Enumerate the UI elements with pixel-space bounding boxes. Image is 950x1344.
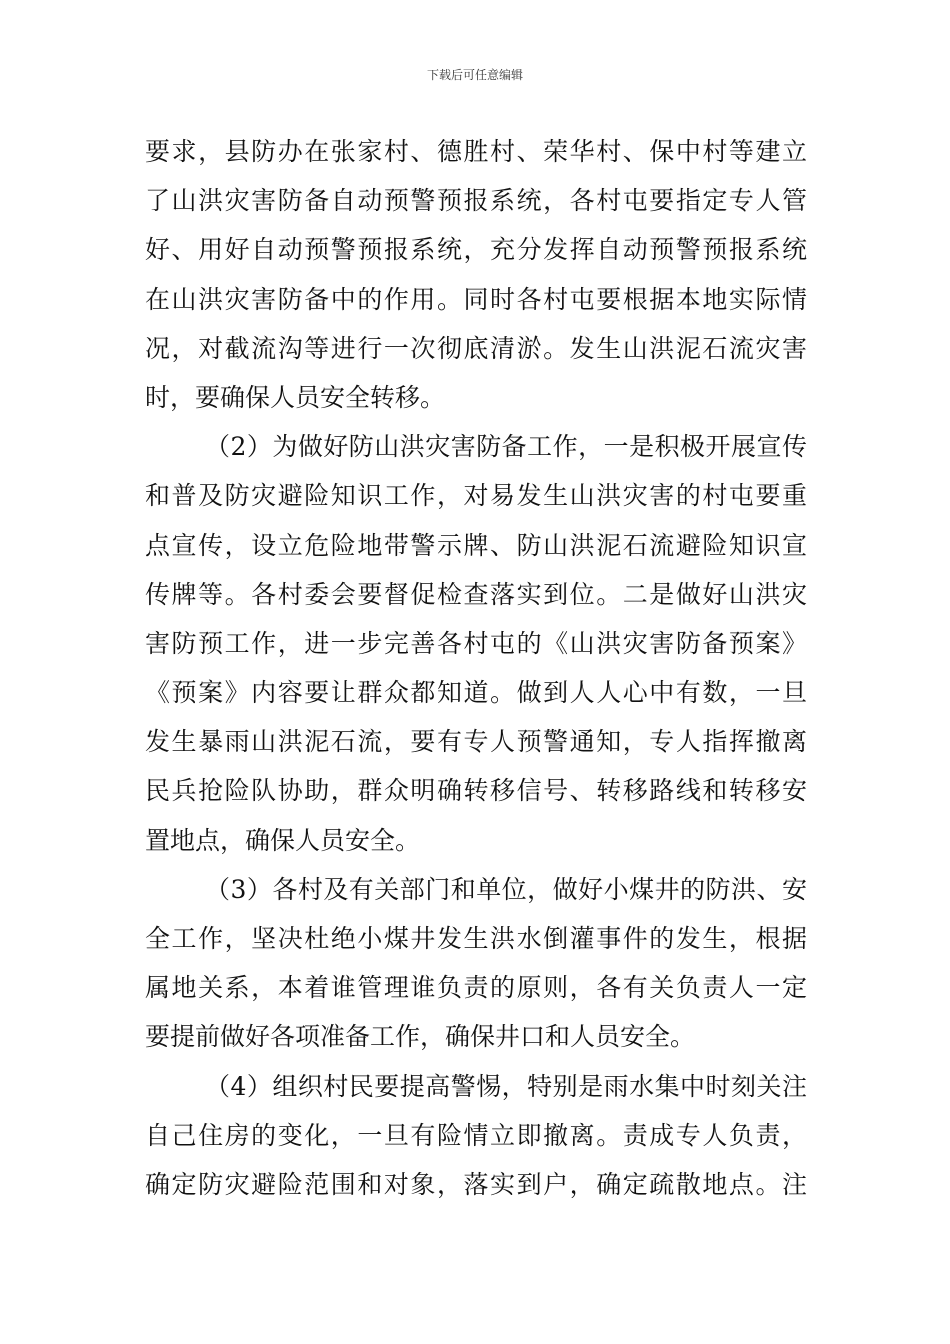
text-line: 要提前做好各项准备工作，确保井口和人员安全。	[145, 1022, 696, 1052]
text-line: 民兵抢险队协助，群众明确转移信号、转移路线和转移安	[145, 776, 807, 806]
paragraph	[145, 127, 807, 422]
text-line: （2）为做好防山洪灾害防备工作，一是积极开展宣传	[205, 432, 807, 462]
text-line: 属地关系，本着谁管理谁负责的原则，各有关负责人一定	[145, 973, 807, 1003]
text-line: 了山洪灾害防备自动预警预报系统，各村屯要指定专人管	[145, 186, 807, 216]
text-line: 况，对截流沟等进行一次彻底清淤。发生山洪泥石流灾害	[145, 333, 807, 363]
text-line: （4）组织村民要提高警惕，特别是雨水集中时刻关注	[205, 1071, 807, 1101]
text-line: 好、用好自动预警预报系统，充分发挥自动预警预报系统	[145, 235, 807, 265]
text-line: 全工作，坚决杜绝小煤井发生洪水倒灌事件的发生，根据	[145, 924, 807, 953]
text-line: 发生暴雨山洪泥石流，要有专人预警通知，专人指挥撤离	[145, 727, 807, 757]
text-line: 害防预工作，进一步完善各村屯的《山洪灾害防备预案》	[145, 628, 807, 658]
paragraph	[145, 422, 807, 865]
text-line: 确定防灾避险范围和对象，落实到户，确定疏散地点。注	[145, 1169, 807, 1199]
text-line: 自己住房的变化，一旦有险情立即撤离。责成专人负责，	[145, 1120, 807, 1150]
text-line: 和普及防灾避险知识工作，对易发生山洪灾害的村屯要重	[145, 481, 807, 511]
text-line: 要求，县防办在张家村、德胜村、荣华村、保中村等建立	[145, 137, 807, 166]
text-line: 传牌等。各村委会要督促检查落实到位。二是做好山洪灾	[145, 579, 807, 609]
text-line: 置地点，确保人员安全。	[145, 825, 421, 855]
document-body	[145, 127, 807, 1209]
page-header: 下载后可任意编辑	[426, 68, 523, 82]
text-line: 点宣传，设立危险地带警示牌、防山洪泥石流避险知识宣	[145, 530, 807, 560]
paragraph	[145, 1062, 807, 1210]
text-line: 时，要确保人员安全转移。	[145, 382, 446, 412]
paragraph	[145, 865, 807, 1062]
text-line: 在山洪灾害防备中的作用。同时各村屯要根据本地实际情	[145, 284, 807, 314]
text-line: 《预案》内容要让群众都知道。做到人人心中有数，一旦	[145, 678, 807, 708]
text-line: （3）各村及有关部门和单位，做好小煤井的防洪、安	[205, 874, 807, 904]
